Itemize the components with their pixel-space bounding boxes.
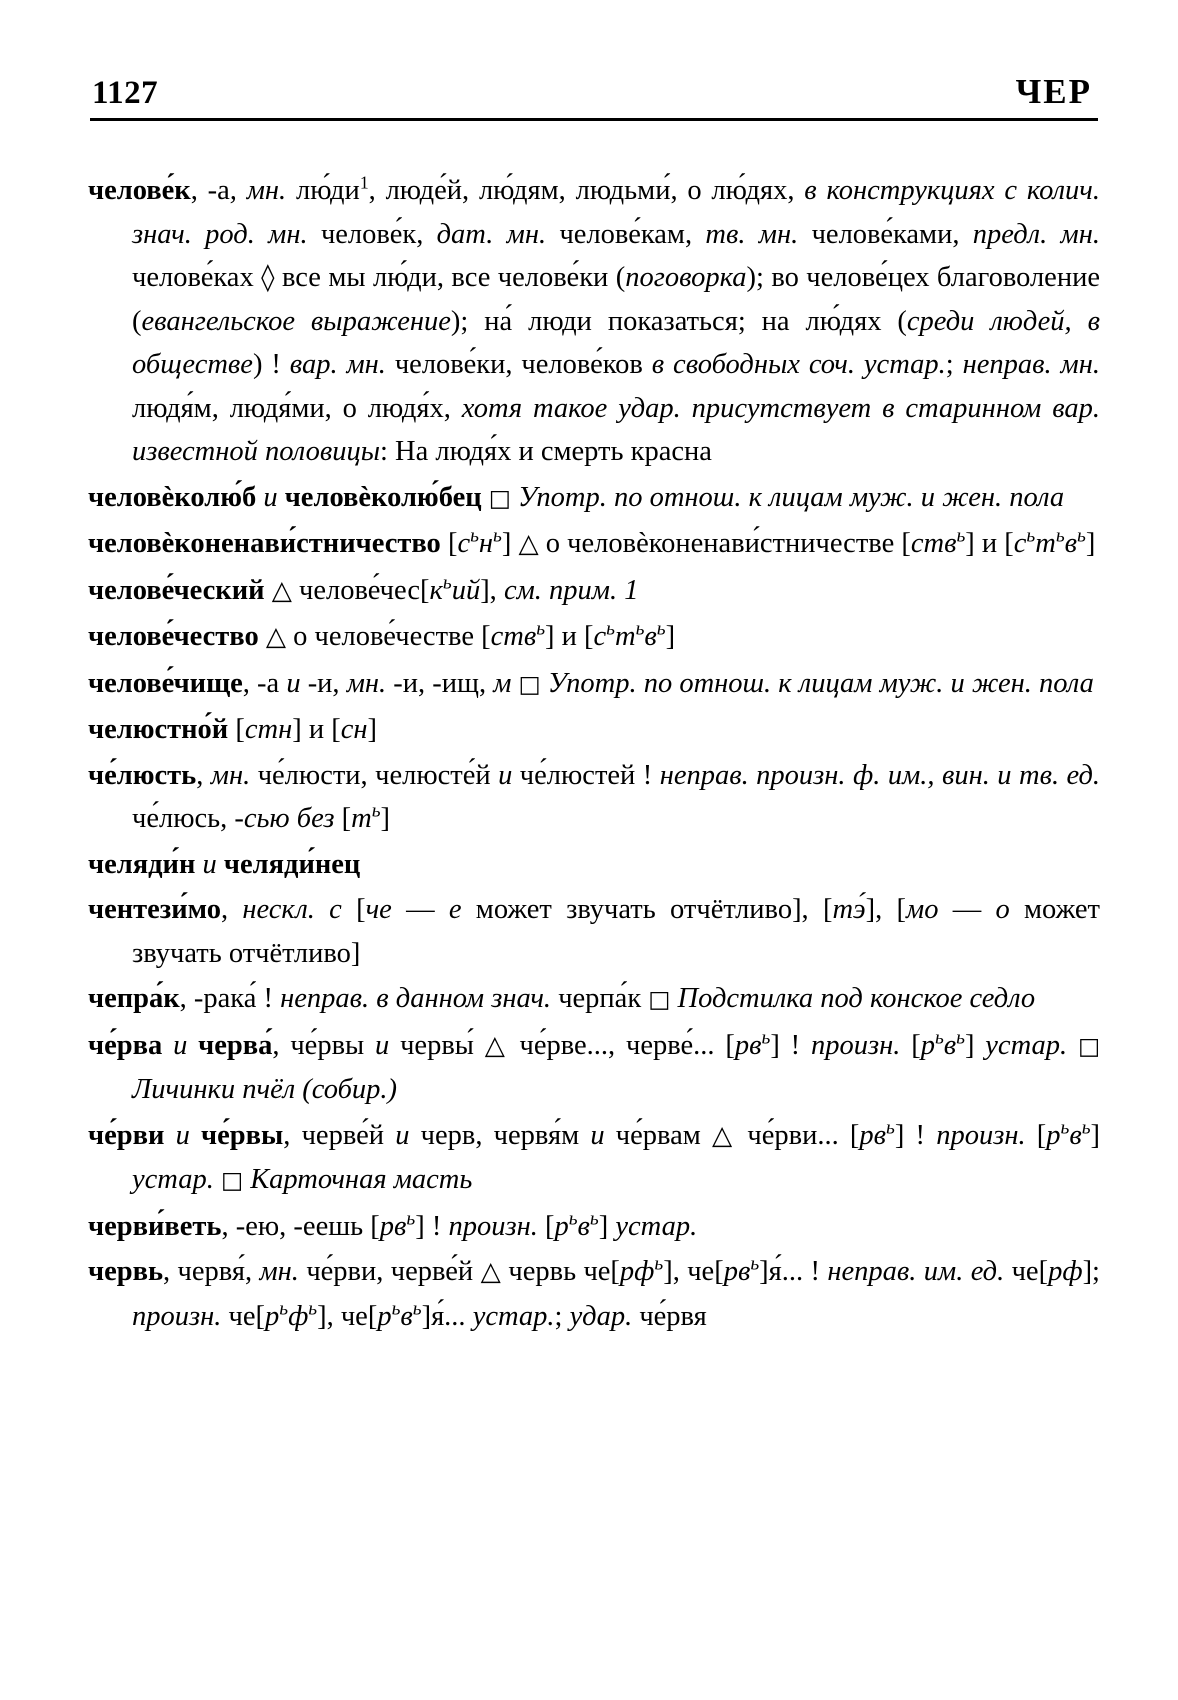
page-header (88, 72, 1100, 112)
dictionary-entry-cherv: червь, червя́, мн. че́рви, черве́й △ червь $че[рф^ь]$, $че[рв^ь]я́$... ! неправ. им. ед. че[рф]; произн. $че[р^ьф^ь]$, $че[р^ьв^ь]я́$... устар.; удар. че́рвя (88, 1253, 1100, 1332)
entry-list (88, 169, 1100, 1338)
dictionary-entry-chentezimo: чентези́мо, нескл. с [че — е может звучать отчётливо], [тэ́], [мо — о может звучать отчётливо] (88, 894, 1101, 969)
page-number: 1127 (92, 75, 159, 111)
dictionary-entry-chelyadin: челяди́н и челяди́нец (88, 848, 361, 880)
dictionary-entry-chelyustnoy: челюстно́й [стн] и [сн] (88, 714, 378, 745)
dictionary-entry-chelovekonenavistnichestvo: человѐконенави́стничество $[с^ьн^ь]$ △ о человѐконенави́стничестве [ств$^ь$] и $[с^ьт^ьв^ь]$ (88, 525, 1096, 559)
dictionary-entry-cheprak: чепра́к, -рака́ ! неправ. в данном знач. черпа́к □ Подстилка под конское седло (88, 983, 1036, 1014)
guide-word: ЧЕР (1015, 72, 1092, 111)
dictionary-entry-chelovechestvo: челове́чество △ о челове́честве [ств$^ь$] и $[с^ьт^ьв^ь]$ (88, 618, 676, 652)
dictionary-entry-chelovek: челове́к, -а, мн. $лю́ди^1$, люде́й, лю́дям, людьми́, о лю́дях, в конструкциях с колич. знач. род. мн. челове́к, дат. мн. челове́кам, тв. мн. челове́ками, предл. мн. челове́ках ◊ все мы лю́ди, все челове́ки (поговорка); во челове́цех благоволение (евангельское выражение); на́ люди показаться; на лю́дях (среди людей, в обществе) ! вар. мн. челове́ки, челове́ков в свободных соч. устар.; неправ. мн. людя́м, людя́ми, о людя́х, хотя такое удар. присутствует в старинном вар. известной половицы: На людя́х и смерть красна (88, 172, 1101, 467)
dictionary-entry-chelovekolyub: человѐколю́б и человѐколю́бец □ Употр. по отнош. к лицам муж. и жен. пола (88, 481, 1065, 513)
dictionary-entry-chelyust: че́люсть, мн. че́люсти, челюсте́й и че́люстей ! неправ. произн. ф. им., вин. и тв. ед. че́люсь, -сью без $[т^ь]$ (88, 759, 1100, 834)
dictionary-entry-chelovecheskiy: челове́ческий △ $челове́чес[к^ьий]$, см. прим. 1 (88, 572, 639, 606)
dictionary-entry-cherviveT: черви́веть, -ею, -еешь $[рв^ь]$ ! произн. $[р^ьв^ь]$ устар. (88, 1208, 698, 1242)
dictionary-entry-cherva: че́рва и черва́, че́рвы и червы́ △ че́рве..., черве́... $[рв^ь]$ ! произн. $[р^ьв^ь]$ устар. □ Личинки пчёл (собир.) (88, 1027, 1101, 1105)
dictionary-entry-chervi: че́рви и че́рвы, черве́й и черв, червя́м и че́рвам △ че́рви... $[рв^ь]$ ! произн. $[р^ьв^ь]$ устар. □ Карточная масть (88, 1117, 1101, 1195)
header-rule (90, 118, 1098, 121)
dictionary-entry-chelovechishche: челове́чище, -а и -и, мн. -и, -ищ, м □ Употр. по отнош. к лицам муж. и жен. пола (88, 667, 1094, 699)
